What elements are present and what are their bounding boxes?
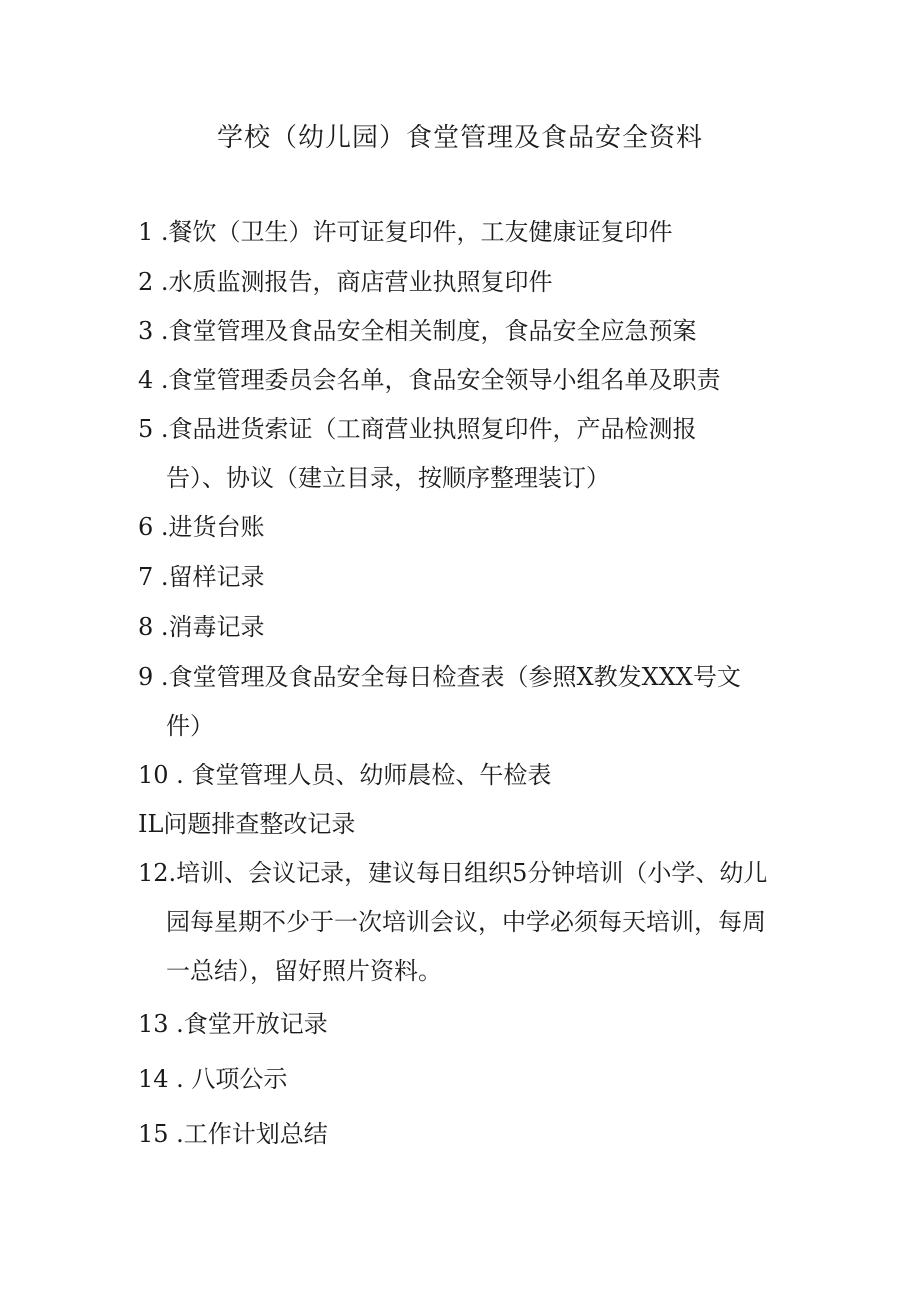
document-title: 学校（幼儿园）食堂管理及食品安全资料 — [216, 123, 703, 153]
list-item-text-continuation: 件） — [166, 712, 214, 740]
list-item-9 — [138, 653, 798, 751]
list-item-text: 7 .留样记录 — [138, 563, 265, 591]
list-item-13 — [138, 1000, 798, 1049]
list-item-text: 5 .食品进货索证（工商营业执照复印件，产品检测报 — [138, 415, 697, 443]
list-item-text: 15 .工作计划总结 — [138, 1120, 328, 1148]
list-item-4 — [138, 356, 798, 405]
list-item-text-continuation: 园每星期不少于一次培训会议，中学必须每天培训，每周 — [166, 908, 766, 936]
list-item-5 — [138, 405, 798, 503]
list-item-text: 3 .食堂管理及食品安全相关制度，食品安全应急预案 — [138, 317, 697, 345]
list-item-text: 1 .餐饮（卫生）许可证复印件，工友健康证复印件 — [138, 218, 673, 246]
list-item-2 — [138, 258, 798, 307]
list-item-10 — [138, 751, 798, 800]
list-item-text: IL问题排查整改记录 — [138, 810, 356, 838]
list-item-text: 6 .进货台账 — [138, 513, 265, 541]
list-item-15 — [138, 1110, 798, 1159]
list-item-8 — [138, 603, 798, 652]
list-item-7 — [138, 553, 798, 602]
list-item-text: 4 .食堂管理委员会名单，食品安全领导小组名单及职责 — [138, 366, 721, 394]
list-item-11 — [138, 800, 798, 849]
list-item-text: 12.培训、会议记录，建议每日组织5分钟培训（小学、幼儿 — [138, 859, 768, 887]
list-item-12 — [138, 849, 798, 996]
list-item-text: 9 .食堂管理及食品安全每日检查表（参照X教发XXX号文 — [138, 663, 741, 691]
list-item-text: 13 .食堂开放记录 — [138, 1010, 328, 1038]
list-item-6 — [138, 503, 798, 552]
list-item-text-continuation: 告）、协议（建立目录，按顺序整理装订） — [166, 464, 610, 492]
list-item-text-continuation: 一总结），留好照片资料。 — [166, 957, 442, 985]
list-item-1 — [138, 208, 798, 257]
list-item-14 — [138, 1055, 798, 1104]
list-item-3 — [138, 307, 798, 356]
list-item-text: 2 .水质监测报告，商店营业执照复印件 — [138, 268, 553, 296]
list-item-text: 8 .消毒记录 — [138, 613, 265, 641]
list-item-text: 14 . 八项公示 — [138, 1065, 288, 1093]
list-item-text: 10 . 食堂管理人员、幼师晨检、午检表 — [138, 761, 552, 789]
